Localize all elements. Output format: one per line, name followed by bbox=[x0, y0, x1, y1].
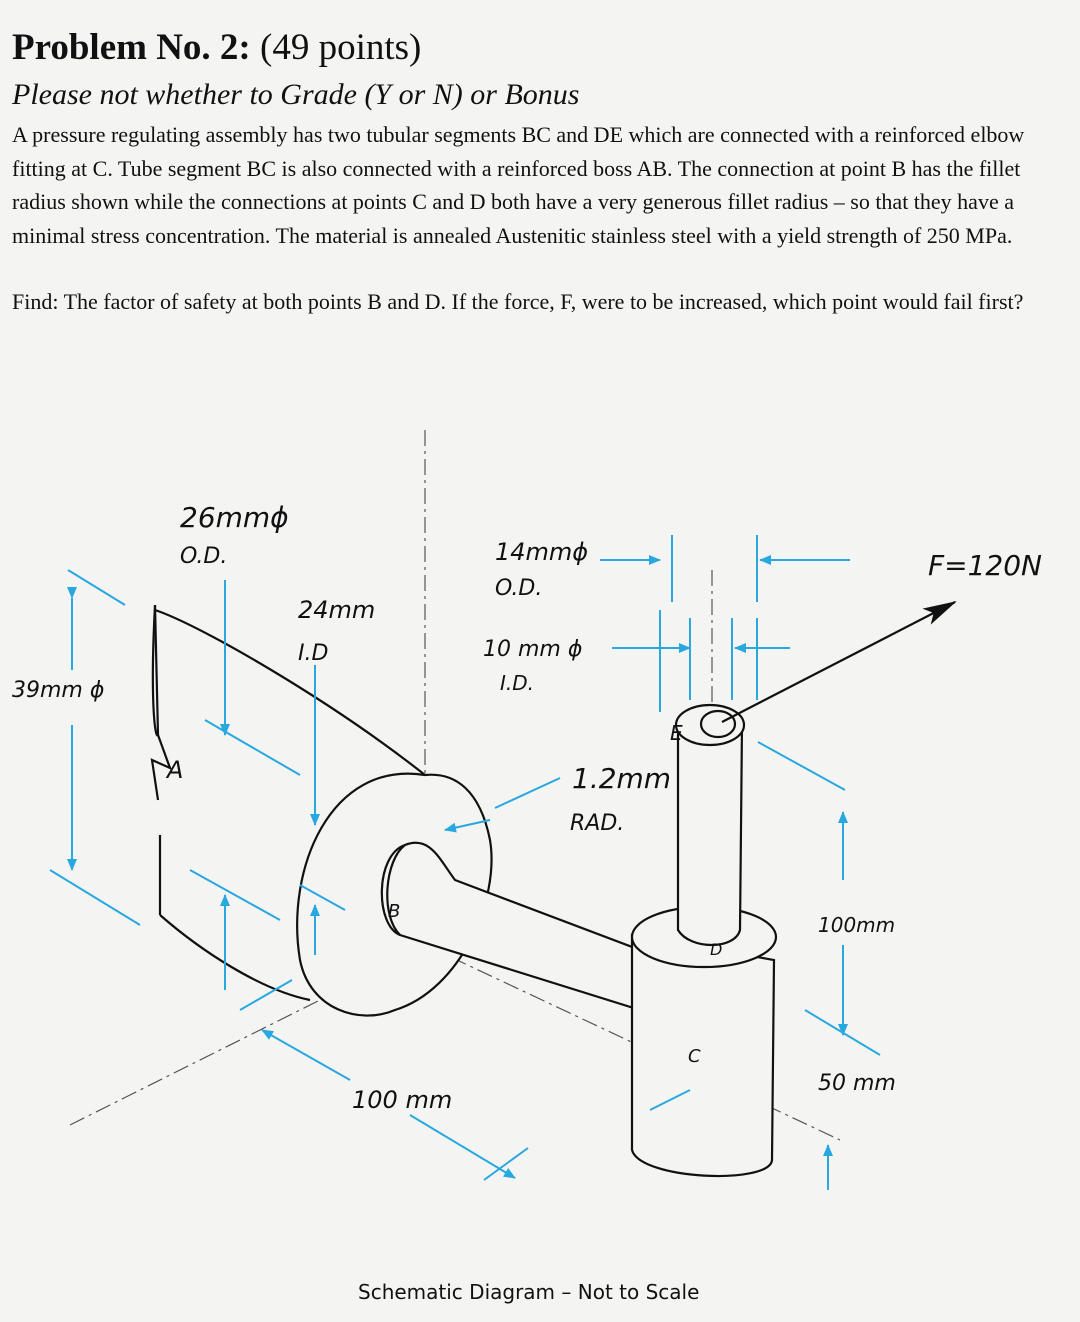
fillet-rad-sub-label: RAD. bbox=[570, 811, 625, 836]
point-b-label: B bbox=[388, 901, 401, 922]
find-statement: Find: The factor of safety at both points B and D. If the force, F, were to be increased, which point would fail first? bbox=[12, 289, 1024, 314]
force-label: F=120N bbox=[928, 549, 1042, 582]
tube-id-label: 10 mm ϕ bbox=[483, 637, 583, 662]
point-c-label: C bbox=[688, 1046, 701, 1067]
boss-od-label: 26mmϕ bbox=[180, 501, 289, 534]
problem-number: Problem No. 2: bbox=[12, 27, 251, 68]
tube-od-sub-label: O.D. bbox=[495, 576, 543, 601]
offset-label: 50 mm bbox=[818, 1071, 896, 1096]
problem-description: A pressure regulating assembly has two tubular segments BC and DE which are connected with a reinforced elbow fitting at C. Tube segment BC is also connected with a reinforced boss AB. The connection at point B has the fillet radius shown while the connections at points C and D both have a very generous fillet radius – so that they have a minimal stress concentration. The material is annealed Austenitic stainless steel with a yield strength of 250 MPa. bbox=[12, 122, 1025, 248]
tube-id-sub-label: I.D. bbox=[500, 671, 535, 695]
point-a-label: A bbox=[167, 756, 184, 784]
problem-points: (49 points) bbox=[260, 27, 422, 68]
point-d-label: D bbox=[710, 940, 723, 959]
fillet-radius-label: 1.2mm bbox=[572, 762, 672, 795]
tube-de bbox=[676, 705, 744, 945]
tube-od-label: 14mmϕ bbox=[495, 538, 589, 566]
diagram-labels bbox=[12, 501, 1042, 1114]
boss-diameter-label: 39mm ϕ bbox=[12, 678, 105, 703]
length-bc-label: 100 mm bbox=[352, 1086, 453, 1114]
diagram-caption: Schematic Diagram – Not to Scale bbox=[358, 1280, 700, 1304]
elbow-fitting-c bbox=[632, 907, 776, 1176]
grading-note: Please not whether to Grade (Y or N) or Bonus bbox=[12, 78, 580, 111]
point-e-label: E bbox=[670, 721, 683, 745]
boss-id-sub-label: I.D bbox=[298, 641, 329, 666]
boss-id-label: 24mm bbox=[298, 596, 376, 624]
boss-od-sub-label: O.D. bbox=[180, 544, 228, 569]
length-de-label: 100mm bbox=[818, 913, 896, 937]
